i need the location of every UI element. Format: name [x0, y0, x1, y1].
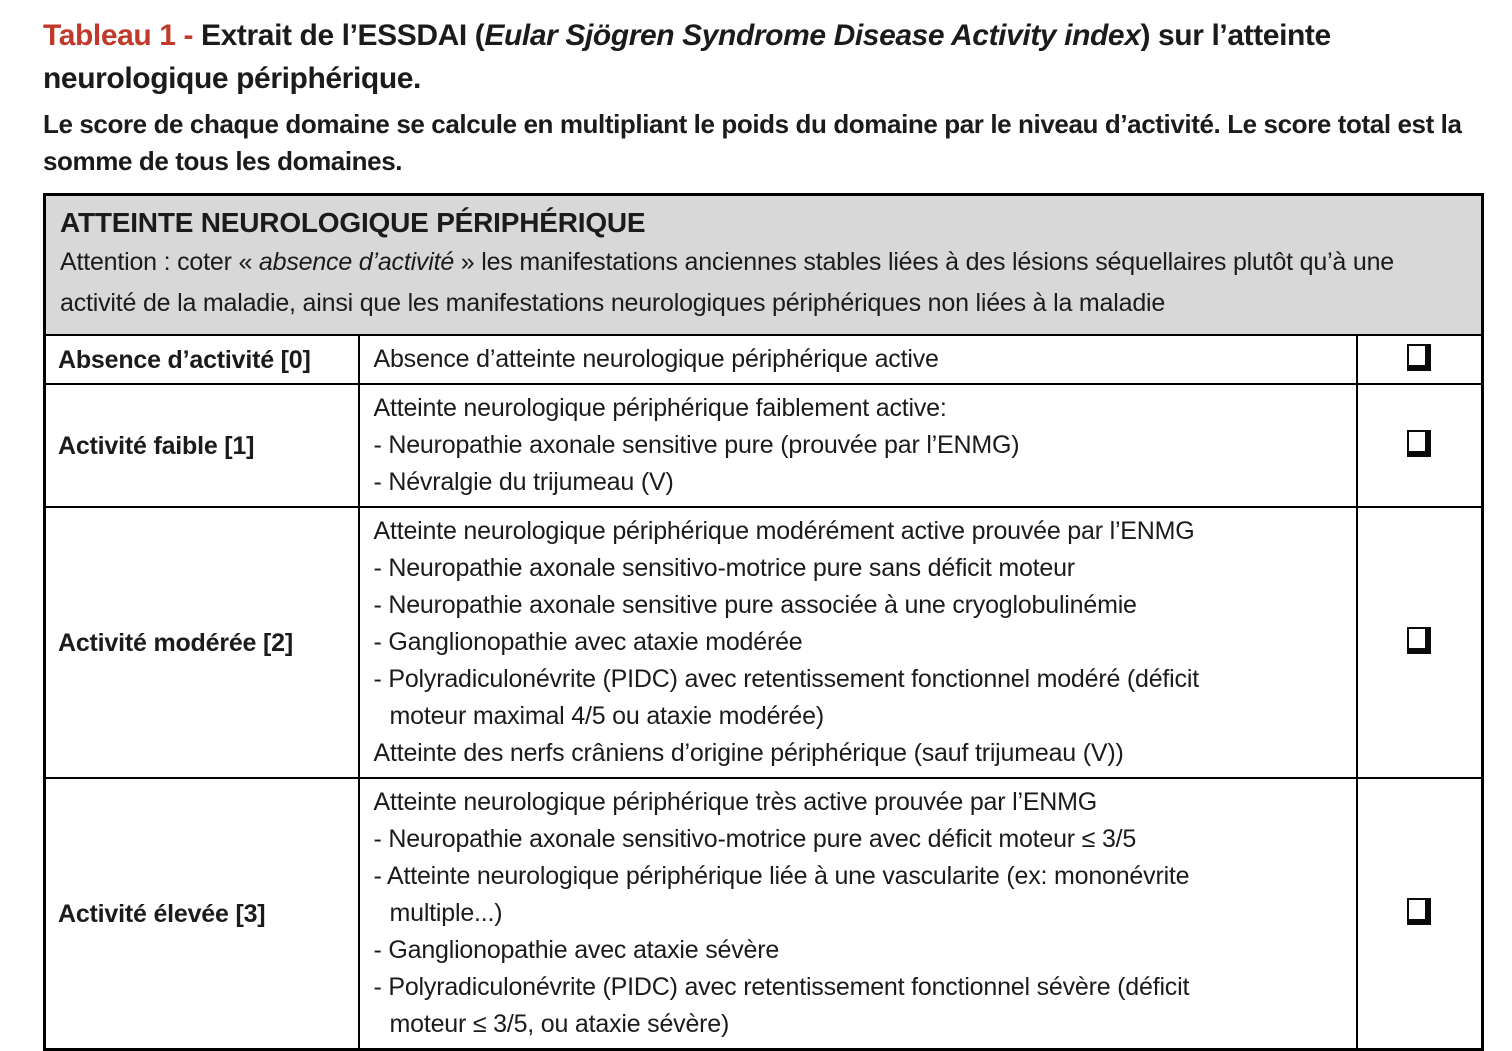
criteria-line: moteur ≤ 3/5, ou ataxie sévère) [389, 1010, 730, 1038]
checkbox-icon[interactable] [1407, 898, 1431, 925]
title-text-after-italic: ) sur l’atteinte neurologique périphérique. [43, 19, 1331, 95]
table-number-label: Tableau 1 - [43, 19, 194, 52]
activity-level-label: Absence d’activité [0] [45, 335, 359, 384]
criteria-line: moteur maximal 4/5 ou ataxie modérée) [389, 702, 824, 730]
criteria-line: - Polyradiculonévrite (PIDC) avec retentissement fonctionnel modéré (déficit [373, 665, 1199, 693]
activity-level-label: Activité modérée [2] [45, 507, 359, 778]
criteria-line: - Neuropathie axonale sensitive pure (prouvée par l’ENMG) [373, 431, 1020, 459]
criteria-cell [359, 778, 1357, 1050]
criteria-line: multiple...) [389, 899, 503, 927]
title-italic-text: Eular Sjögren Syndrome Disease Activity index [484, 19, 1141, 52]
table-section-note [60, 242, 1467, 324]
activity-level-label: Activité élevée [3] [45, 778, 359, 1050]
document-subtitle: Le score de chaque domaine se calcule en multipliant le poids du domaine par le niveau d’activité. Le score total est la somme de tous les domaines. [43, 109, 1462, 176]
table-header-row [45, 195, 1483, 336]
table-header-cell [45, 195, 1483, 336]
table-row [45, 778, 1483, 1050]
criteria-line: - Névralgie du trijumeau (V) [373, 468, 674, 496]
note-text-before-italic: Attention : coter « [60, 248, 259, 276]
criteria-line: Absence d’atteinte neurologique périphérique active [373, 345, 939, 373]
table-row [45, 384, 1483, 507]
criteria-line: - Neuropathie axonale sensitivo-motrice pure avec déficit moteur ≤ 3/5 [373, 825, 1137, 853]
table-section-title: ATTEINTE NEUROLOGIQUE PÉRIPHÉRIQUE [60, 207, 646, 238]
criteria-line: - Ganglionopathie avec ataxie sévère [373, 936, 780, 964]
criteria-cell [359, 507, 1357, 778]
criteria-cell [359, 384, 1357, 507]
checkbox-icon[interactable] [1407, 344, 1431, 371]
note-text-after-italic: » les manifestations anciennes stables liées à des lésions séquellaires plutôt qu’à une activité de la maladie, ainsi que les manifestations neurologiques périphériques non liées à la maladie [60, 248, 1394, 317]
criteria-line: Atteinte des nerfs crâniens d’origine périphérique (sauf trijumeau (V)) [373, 739, 1124, 767]
table-row [45, 507, 1483, 778]
note-italic-text: absence d’activité [258, 248, 455, 276]
criteria-line: - Neuropathie axonale sensitive pure associée à une cryoglobulinémie [373, 591, 1137, 619]
criteria-line: - Polyradiculonévrite (PIDC) avec retentissement fonctionnel sévère (déficit [373, 973, 1190, 1001]
essdai-table-body [45, 335, 1483, 1050]
activity-level-label: Activité faible [1] [45, 384, 359, 507]
criteria-line: - Neuropathie axonale sensitivo-motrice pure sans déficit moteur [373, 554, 1075, 582]
checkbox-cell [1357, 384, 1483, 507]
checkbox-cell [1357, 335, 1483, 384]
checkbox-icon[interactable] [1407, 430, 1431, 457]
checkbox-icon[interactable] [1407, 627, 1431, 654]
checkbox-cell [1357, 507, 1483, 778]
essdai-table [43, 193, 1484, 1051]
criteria-line: Atteinte neurologique périphérique très active prouvée par l’ENMG [373, 788, 1098, 816]
criteria-line: Atteinte neurologique périphérique faiblement active: [373, 394, 947, 422]
table-row [45, 335, 1483, 384]
title-text-before-italic: Extrait de l’ESSDAI ( [193, 19, 485, 52]
criteria-line: - Ganglionopathie avec ataxie modérée [373, 628, 803, 656]
checkbox-cell [1357, 778, 1483, 1050]
criteria-cell [359, 335, 1357, 384]
criteria-line: - Atteinte neurologique périphérique liée à une vascularite (ex: mononévrite [373, 862, 1190, 890]
criteria-line: Atteinte neurologique périphérique modérément active prouvée par l’ENMG [373, 517, 1195, 545]
document-title [43, 14, 1481, 100]
